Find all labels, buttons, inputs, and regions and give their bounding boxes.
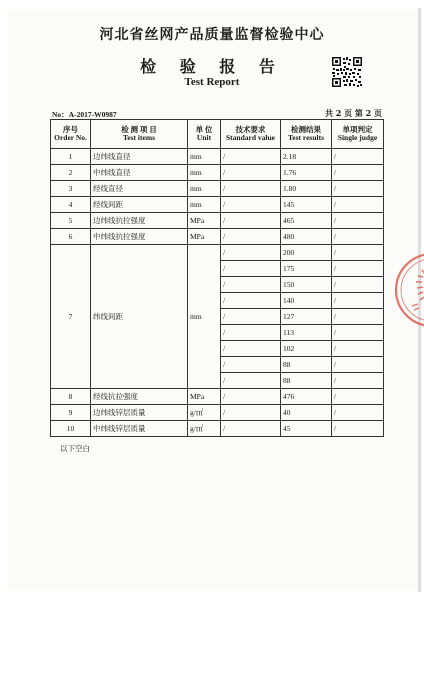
test-item-cell: 中纬线抗拉强度 — [91, 229, 188, 245]
test-item-cell: 经线直径 — [91, 181, 188, 197]
standard-value-cell: / — [221, 277, 281, 293]
unit-cell: mm — [188, 181, 221, 197]
standard-value-cell: / — [221, 181, 281, 197]
single-judge-cell: / — [332, 229, 384, 245]
unit-cell: MPa — [188, 389, 221, 405]
test-item-cell: 经线间距 — [91, 197, 188, 213]
single-judge-cell: / — [332, 341, 384, 357]
single-judge-cell: / — [332, 197, 384, 213]
order-no-cell: 1 — [51, 149, 91, 165]
standard-value-cell: / — [221, 165, 281, 181]
order-no-cell: 3 — [51, 181, 91, 197]
table-row — [51, 421, 384, 437]
test-result-cell: 40 — [281, 405, 332, 421]
standard-value-cell: / — [221, 309, 281, 325]
test-item-cell: 边纬线锌层质量 — [91, 405, 188, 421]
standard-value-cell: / — [221, 149, 281, 165]
single-judge-cell: / — [332, 213, 384, 229]
test-result-cell: 175 — [281, 261, 332, 277]
test-item-cell: 中纬线锌层质量 — [91, 421, 188, 437]
column-header-judge: 单项判定 Single judge — [332, 120, 384, 149]
standard-value-cell: / — [221, 373, 281, 389]
unit-cell: mm — [188, 245, 221, 389]
single-judge-cell: / — [332, 293, 384, 309]
test-item-cell: 经线抗拉强度 — [91, 389, 188, 405]
test-result-cell: 2.18 — [281, 149, 332, 165]
table-row — [51, 405, 384, 421]
table-row — [51, 245, 384, 261]
column-header-order: 序号 Order No. — [51, 120, 91, 149]
table-row — [51, 197, 384, 213]
single-judge-cell: / — [332, 389, 384, 405]
official-seal-icon — [392, 248, 424, 332]
test-result-cell: 127 — [281, 309, 332, 325]
report-number: No：A-2017-W0987 — [52, 110, 117, 119]
test-item-cell: 纬线间距 — [91, 245, 188, 389]
test-result-cell: 45 — [281, 421, 332, 437]
single-judge-cell: / — [332, 181, 384, 197]
test-result-cell: 140 — [281, 293, 332, 309]
standard-value-cell: / — [221, 229, 281, 245]
test-result-cell: 480 — [281, 229, 332, 245]
table-row — [51, 213, 384, 229]
column-header-items: 检 测 项 目 Test items — [91, 120, 188, 149]
table-body — [51, 149, 384, 437]
unit-cell: MPa — [188, 213, 221, 229]
order-no-cell: 9 — [51, 405, 91, 421]
standard-value-cell: / — [221, 213, 281, 229]
test-item-cell: 边纬线抗拉强度 — [91, 213, 188, 229]
test-result-cell: 88 — [281, 373, 332, 389]
unit-cell: g/㎡ — [188, 421, 221, 437]
test-results-table — [50, 119, 384, 437]
single-judge-cell: / — [332, 277, 384, 293]
test-result-cell: 1.80 — [281, 181, 332, 197]
report-title-en: Test Report — [184, 76, 240, 88]
report-title-cn: 检 验 报 告 — [140, 57, 284, 76]
test-result-cell: 102 — [281, 341, 332, 357]
test-result-cell: 88 — [281, 357, 332, 373]
order-no-cell: 5 — [51, 213, 91, 229]
unit-cell: mm — [188, 197, 221, 213]
single-judge-cell: / — [332, 373, 384, 389]
table-header-row — [51, 120, 384, 149]
single-judge-cell: / — [332, 149, 384, 165]
test-item-cell: 中纬线直径 — [91, 165, 188, 181]
single-judge-cell: / — [332, 405, 384, 421]
standard-value-cell: / — [221, 197, 281, 213]
single-judge-cell: / — [332, 421, 384, 437]
test-result-cell: 465 — [281, 213, 332, 229]
table-row — [51, 149, 384, 165]
test-result-cell: 1.76 — [281, 165, 332, 181]
order-no-cell: 2 — [51, 165, 91, 181]
test-item-cell: 边纬线直径 — [91, 149, 188, 165]
table-row — [51, 181, 384, 197]
table-row — [51, 229, 384, 245]
standard-value-cell: / — [221, 405, 281, 421]
test-result-cell: 200 — [281, 245, 332, 261]
unit-cell: mm — [188, 149, 221, 165]
test-result-cell: 150 — [281, 277, 332, 293]
single-judge-cell: / — [332, 261, 384, 277]
blank-below-note: 以下空白 — [60, 444, 90, 453]
standard-value-cell: / — [221, 389, 281, 405]
order-no-cell: 4 — [51, 197, 91, 213]
table-row — [51, 165, 384, 181]
standard-value-cell: / — [221, 325, 281, 341]
standard-value-cell: / — [221, 421, 281, 437]
standard-value-cell: / — [221, 357, 281, 373]
column-header-standard: 技术要求 Standard value — [221, 120, 281, 149]
standard-value-cell: / — [221, 245, 281, 261]
standard-value-cell: / — [221, 341, 281, 357]
single-judge-cell: / — [332, 325, 384, 341]
qr-code-icon — [331, 56, 363, 88]
standard-value-cell: / — [221, 293, 281, 309]
order-no-cell: 8 — [51, 389, 91, 405]
single-judge-cell: / — [332, 357, 384, 373]
test-result-cell: 145 — [281, 197, 332, 213]
order-no-cell: 10 — [51, 421, 91, 437]
test-result-cell: 113 — [281, 325, 332, 341]
order-no-cell: 6 — [51, 229, 91, 245]
table-row — [51, 389, 384, 405]
column-header-results: 检测结果 Test results — [281, 120, 332, 149]
unit-cell: MPa — [188, 229, 221, 245]
page-counter: 共 2 页 第 2 页 — [324, 108, 382, 118]
organization-name: 河北省丝网产品质量监督检验中心 — [99, 27, 325, 43]
single-judge-cell: / — [332, 309, 384, 325]
test-result-cell: 476 — [281, 389, 332, 405]
standard-value-cell: / — [221, 261, 281, 277]
single-judge-cell: / — [332, 165, 384, 181]
single-judge-cell: / — [332, 245, 384, 261]
order-no-cell: 7 — [51, 245, 91, 389]
unit-cell: g/㎡ — [188, 405, 221, 421]
column-header-unit: 单 位 Unit — [188, 120, 221, 149]
unit-cell: mm — [188, 165, 221, 181]
